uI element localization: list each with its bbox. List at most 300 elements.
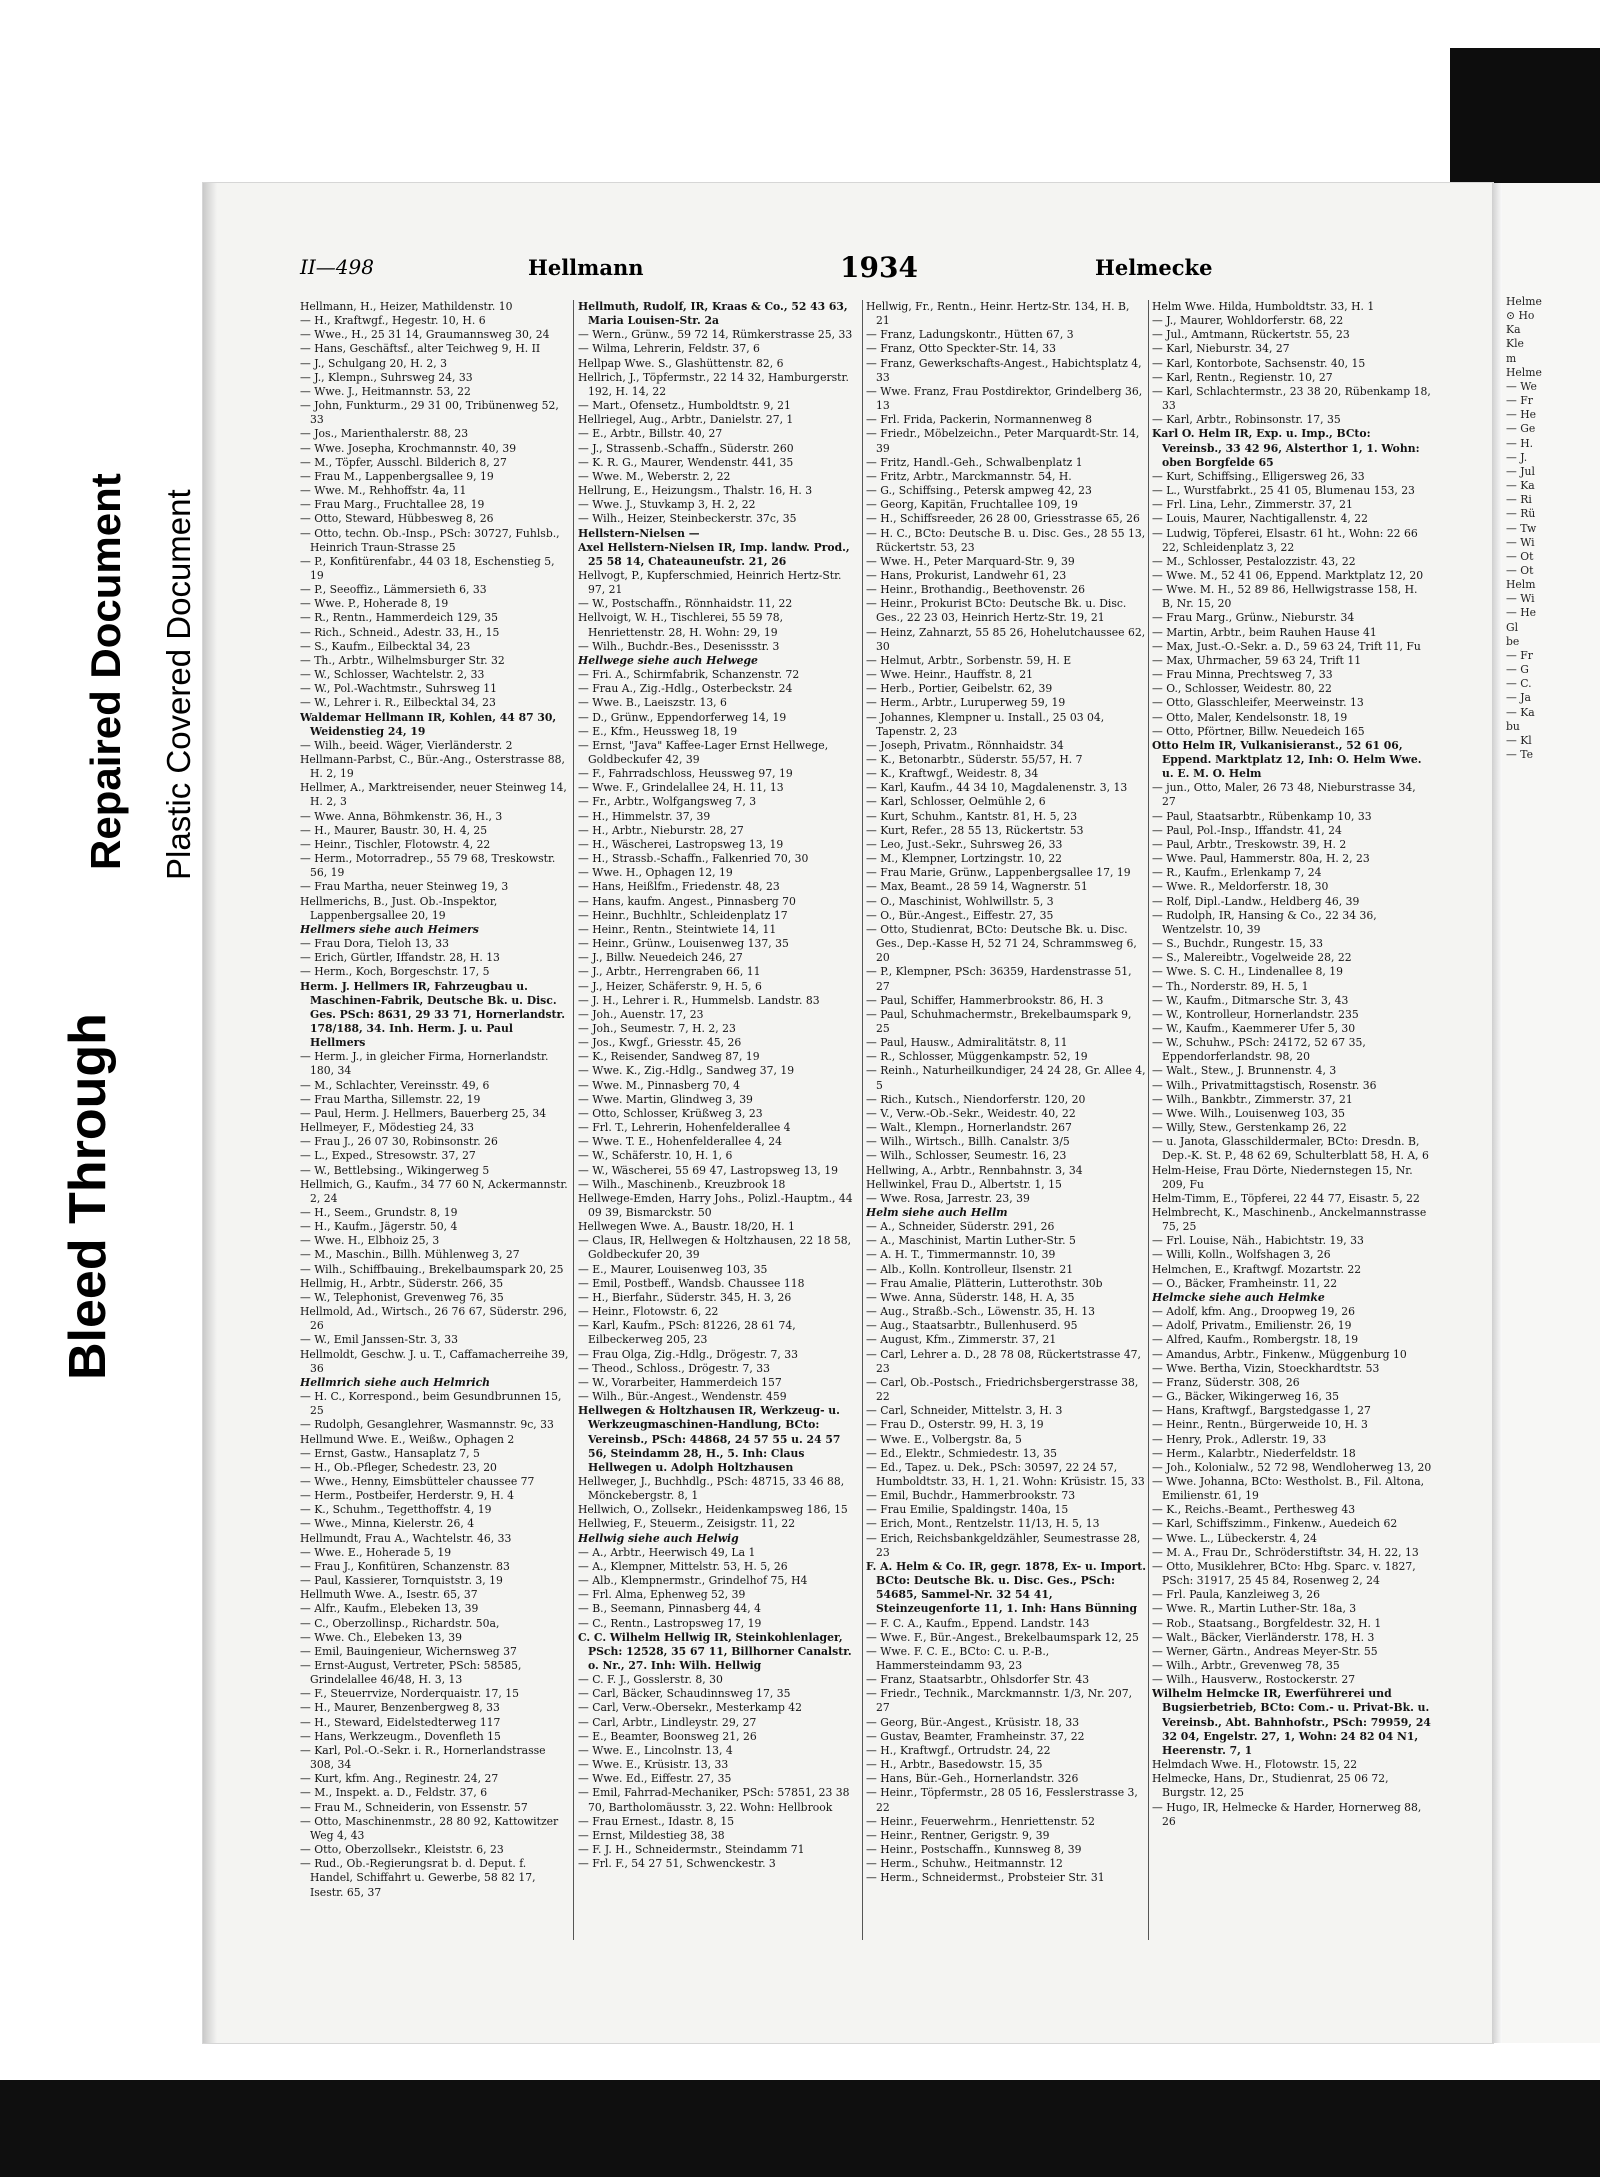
directory-entry: — O., Schlosser, Weidestr. 80, 22	[1152, 682, 1332, 696]
directory-entry: — Wwe. M., Weberstr. 2, 22	[578, 469, 731, 483]
directory-entry: — Wwe. Franz, Frau Postdirektor, Grindelberg 36, 13	[866, 384, 1143, 413]
directory-entry: — Alfred, Kaufm., Rombergstr. 18, 19	[1152, 1333, 1359, 1347]
directory-entry: — Frl. Paula, Kanzleiweg 3, 26	[1152, 1588, 1321, 1602]
directory-entry: Hellmundt, Frau A., Wachtelstr. 46, 33	[300, 1531, 512, 1545]
directory-entry: Hellwieg, F., Steuerm., Zeisigstr. 11, 22	[578, 1517, 796, 1531]
adjacent-page-fragment: ⊙ Ho	[1506, 309, 1535, 323]
directory-entry: — Heinr., Postschaffn., Kunnsweg 8, 39	[866, 1843, 1082, 1857]
directory-entry: — Emil, Buchdr., Hammerbrookstr. 73	[866, 1489, 1076, 1503]
directory-entry: — K., Kraftwgf., Weidestr. 8, 34	[866, 767, 1039, 781]
directory-entry: — Karl, Kaufm., 44 34 10, Magdalenenstr. 3, 13	[866, 781, 1128, 795]
directory-entry: — Frau J., 26 07 30, Robinsonstr. 26	[300, 1135, 498, 1149]
directory-entry: — Reinh., Naturheilkundiger, 24 24 28, Gr. Allee 4, 5	[866, 1064, 1146, 1092]
directory-entry: — Wwe. E., Krüsistr. 13, 33	[578, 1758, 729, 1772]
directory-entry: — Franz, Otto Speckter-Str. 14, 33	[866, 342, 1057, 356]
directory-entry: — Heinr., Rentn., Steintwiete 14, 11	[578, 922, 777, 936]
directory-entry: — C., Oberzollinsp., Richardstr. 50a,	[300, 1616, 500, 1630]
directory-entry: — W., Kaufm., Kaemmerer Ufer 5, 30	[1152, 1021, 1356, 1035]
directory-entry: — O., Bäcker, Framheinstr. 11, 22	[1152, 1276, 1338, 1290]
directory-entry: — Frl. Louise, Näh., Habichtstr. 19, 33	[1152, 1234, 1364, 1248]
directory-entry: — Georg, Bür.-Angest., Krüsistr. 18, 33	[866, 1715, 1080, 1729]
directory-entry: — W., Wäscherei, 55 69 47, Lastropsweg 13, 19	[578, 1163, 838, 1177]
directory-entry: — Wwe. M., Rehhoffstr. 4a, 11	[300, 484, 467, 498]
directory-entry: — Erich, Reichsbankgeldzähler, Seumestrasse 28, 23	[866, 1531, 1141, 1559]
directory-entry: — Walt., Bäcker, Vierländerstr. 178, H. 3	[1152, 1630, 1375, 1644]
directory-entry: — O., Bür.-Angest., Eiffestr. 27, 35	[866, 908, 1054, 922]
adjacent-page-fragment: — Ka	[1506, 479, 1535, 493]
directory-entry: Helmbrecht, K., Maschinenb., Anckelmannstrasse 75, 25	[1152, 1206, 1427, 1234]
directory-entry: — Hans, Bür.-Geh., Hornerlandstr. 326	[866, 1772, 1079, 1786]
directory-entry: — Wilh., Heizer, Steinbeckerstr. 37c, 35	[578, 512, 797, 526]
directory-entry: — Wilh., Hausverw., Rostockerstr. 27	[1152, 1673, 1356, 1687]
directory-entry: — G., Bäcker, Wikingerweg 16, 35	[1152, 1390, 1340, 1404]
directory-entry: — Carl, Verw.-Obersekr., Mesterkamp 42	[578, 1701, 803, 1715]
directory-entry: — A., Maschinist, Martin Luther-Str. 5	[866, 1234, 1076, 1248]
directory-entry: — H., Ob.-Pfleger, Schedestr. 23, 20	[300, 1460, 497, 1474]
page-edge-shadow	[203, 183, 217, 2043]
directory-entry: Hellmann, H., Heizer, Mathildenstr. 10	[300, 300, 513, 313]
directory-entry: Hellrich, J., Töpfermstr., 22 14 32, Hamburgerstr. 192, H. 14, 22	[578, 370, 849, 398]
directory-entry: — Heinr., Töpfermstr., 28 05 16, Fesslerstrasse 3, 22	[866, 1786, 1138, 1814]
scan-margin-top	[0, 0, 1600, 48]
directory-entry: — Herm., Schuhw., Heitmannstr. 12	[866, 1857, 1063, 1871]
directory-entry: — Frl. T., Lehrerin, Hohenfelderallee 4	[578, 1121, 791, 1135]
directory-entry: — J., Billw. Neuedeich 246, 27	[578, 951, 743, 965]
directory-entry: — K., Reisender, Sandweg 87, 19	[578, 1050, 760, 1064]
directory-entry: — Wwe. M. H., 52 89 86, Hellwigstrasse 158, H. B, Nr. 15, 20	[1152, 583, 1418, 611]
directory-entry: — Werner, Gärtn., Andreas Meyer-Str. 55	[1152, 1644, 1378, 1658]
directory-entry: Hellwege-Emden, Harry Johs., Polizl.-Hauptm., 44 09 39, Bismarckstr. 50	[578, 1191, 853, 1219]
directory-entry: — J., Heizer, Schäferstr. 9, H. 5, 6	[578, 979, 762, 993]
directory-entry: — Karl, Kontorbote, Sachsenstr. 40, 15	[1152, 356, 1366, 370]
directory-entry: — Franz, Süderstr. 308, 26	[1152, 1375, 1300, 1389]
directory-entry: — A. H. T., Timmermannstr. 10, 39	[866, 1248, 1056, 1262]
directory-entry: — M., Schlachter, Vereinsstr. 49, 6	[300, 1078, 490, 1092]
directory-entry: — Wilh., Arbtr., Grevenweg 78, 35	[1152, 1659, 1340, 1672]
directory-entry: — W., Kontrolleur, Hornerlandstr. 235	[1152, 1007, 1359, 1021]
directory-entry: — Hans, Kraftwgf., Bargstedgasse 1, 27	[1152, 1404, 1371, 1418]
directory-entry: — Hugo, IR, Helmecke & Harder, Hornerweg 88, 26	[1152, 1800, 1422, 1828]
directory-entry: — Wwe. M., 52 41 06, Eppend. Marktplatz 12, 20	[1152, 568, 1424, 582]
column-rule	[573, 300, 574, 1940]
directory-entry: Hellwege siehe auch Helwege	[578, 653, 758, 667]
directory-entry: — E., Arbtr., Billstr. 40, 27	[578, 427, 723, 441]
directory-entry: — Joh., Auenstr. 17, 23	[578, 1007, 704, 1021]
directory-entry: — J., Schulgang 20, H. 2, 3	[300, 356, 447, 370]
directory-entry: — Herm., Postbeifer, Herderstr. 9, H. 4	[300, 1489, 514, 1503]
adjacent-page-fragment: — We	[1506, 379, 1537, 393]
directory-entry: — Fritz, Handl.-Geh., Schwalbenplatz 1	[866, 455, 1083, 469]
directory-entry: — Ed., Elektr., Schmiedestr. 13, 35	[866, 1446, 1058, 1460]
directory-entry: — Wwe. H., Peter Marquard-Str. 9, 39	[866, 554, 1075, 568]
directory-entry: — Paul, Schiffer, Hammerbrookstr. 86, H. 3	[866, 993, 1104, 1007]
directory-entry: Helmcke siehe auch Helmke	[1152, 1290, 1325, 1304]
directory-entry: — John, Funkturm., 29 31 00, Tribünenweg 52, 33	[300, 399, 559, 427]
directory-entry: — V., Verw.-Ob.-Sekr., Weidestr. 40, 22	[866, 1106, 1076, 1120]
directory-entry: Herm. J. Hellmers IR, Fahrzeugbau u. Maschinen-Fabrik, Deutsche Bk. u. Disc. Ges. PSch: 8631, 29 33 71, Hornerlandstr. 178/188, 34. Inh. Herm. J. u. Paul Hellmers	[300, 979, 565, 1050]
adjacent-page-fragment: Helme	[1506, 365, 1542, 379]
directory-entry: Hellwig, Fr., Rentn., Heinr. Hertz-Str. 134, H. B, 21	[866, 300, 1130, 328]
directory-entry: — Wilh., Wirtsch., Billh. Canalstr. 3/5	[866, 1135, 1070, 1149]
directory-entry: — W., Emil Janssen-Str. 3, 33	[300, 1333, 459, 1347]
directory-entry: — J., Strassenb.-Schaffn., Süderstr. 260	[578, 441, 794, 455]
directory-entry: — Wwe. R., Meldorferstr. 18, 30	[1152, 880, 1329, 894]
directory-entry: C. C. Wilhelm Hellwig IR, Steinkohlenlager, PSch: 12528, 35 67 11, Billhorner Canalstr. o. Nr., 27. Inh: Wilh. Hellwig	[578, 1630, 852, 1672]
directory-entry: — Wwe. Ch., Elebeken 13, 39	[300, 1630, 463, 1644]
directory-entry: — Wilh., Bür.-Angest., Wendenstr. 459	[578, 1390, 787, 1404]
directory-entry: — Hans, Prokurist, Landwehr 61, 23	[866, 568, 1067, 582]
directory-entry: — L., Wurstfabrkt., 25 41 05, Blumenau 153, 23	[1152, 484, 1415, 498]
directory-entry: — C. F. J., Gosslerstr. 8, 30	[578, 1673, 723, 1687]
directory-entry: — Rud., Ob.-Regierungsrat b. d. Deput. f. Handel, Schiffahrt u. Gewerbe, 58 82 17, Isestr. 65, 37	[300, 1857, 536, 1899]
directory-entry: — H., Kraftwgf., Ortrudstr. 24, 22	[866, 1743, 1051, 1757]
directory-entry: Helmchen, E., Kraftwgf. Mozartstr. 22	[1152, 1262, 1362, 1276]
directory-entry: — Erich, Mont., Rentzelstr. 11/13, H. 5, 13	[866, 1517, 1100, 1531]
directory-entry: — u. Janota, Glasschildermaler, BCto: Dresdn. B, Dep.-K. St. P., 48 62 69, Schulterblatt 58, H. A, 6	[1152, 1135, 1429, 1163]
directory-entry: — Wwe., H., 25 31 14, Graumannsweg 30, 24	[300, 328, 550, 342]
directory-entry: — Wilma, Lehrerin, Feldstr. 37, 6	[578, 342, 760, 356]
directory-entry: — Otto, Maschinenmstr., 28 80 92, Kattowitzer Weg 4, 43	[300, 1814, 559, 1842]
directory-entry: — Joseph, Privatm., Rönnhaidstr. 34	[866, 738, 1064, 752]
directory-entry: — Helmut, Arbtr., Sorbenstr. 59, H. E	[866, 653, 1072, 667]
directory-entry: Waldemar Hellmann IR, Kohlen, 44 87 30, Weidenstieg 24, 19	[300, 710, 557, 738]
directory-entry: — F. C. A., Kaufm., Eppend. Landstr. 143	[866, 1616, 1090, 1630]
adjacent-page-fragment: Helm	[1506, 578, 1536, 592]
directory-entry: — Walt., Klempn., Hornerlandstr. 267	[866, 1121, 1072, 1135]
directory-entry: — P., Klempner, PSch: 36359, Hardenstrasse 51, 27	[866, 965, 1132, 993]
directory-entry: — Willy, Stew., Gerstenkamp 26, 22	[1152, 1121, 1347, 1135]
directory-entry: — Carl, Bäcker, Schaudinnsweg 17, 35	[578, 1687, 791, 1701]
directory-entry: — Wwe. P., Hoherade 8, 19	[300, 597, 449, 611]
directory-entry: Hellwich, O., Zollsekr., Heidenkampsweg 186, 15	[578, 1503, 848, 1517]
directory-entry: — Wwe. R., Martin Luther-Str. 18a, 3	[1152, 1602, 1357, 1616]
adjacent-page-fragment: — Kl	[1506, 733, 1532, 747]
directory-entry: — L., Exped., Stresowstr. 37, 27	[300, 1149, 476, 1163]
directory-entry: Helm Wwe. Hilda, Humboldtstr. 33, H. 1	[1152, 300, 1375, 313]
directory-entry: — Heinr., Tischler, Flotowstr. 4, 22	[300, 837, 491, 851]
directory-entry: Wilhelm Helmcke IR, Ewerführerei und Bugsierbetrieb, BCto: Com.- u. Privat-Bk. u. Vereinsb., Abt. Bahnhofstr., PSch: 79959, 24 32 04, Engelstr. 27, 1, Wohn: 24 82 04 N1, Heerenstr. 7, 1	[1152, 1687, 1431, 1757]
directory-entry: — Heinr., Grünw., Louisenweg 137, 35	[578, 937, 789, 951]
adjacent-page-fragment: — Fr	[1506, 648, 1533, 662]
directory-entry: — Frau Martha, neuer Steinweg 19, 3	[300, 880, 509, 894]
directory-entry: — W., Vorarbeiter, Hammerdeich 157	[578, 1375, 782, 1389]
directory-entry: — Paul, Kassierer, Tornquiststr. 3, 19	[300, 1574, 503, 1588]
directory-entry: — H., Kraftwgf., Hegestr. 10, H. 6	[300, 314, 486, 328]
directory-entry: — Wwe. F. C. E., BCto: C. u. P.-B., Hammersteindamm 93, 23	[866, 1644, 1050, 1672]
directory-entry: Helm-Timm, E., Töpferei, 22 44 77, Eisastr. 5, 22	[1152, 1191, 1420, 1205]
directory-entry: — Wwe. Johanna, BCto: Westholst. B., Fil. Altona, Emilienstr. 61, 19	[1152, 1474, 1425, 1503]
directory-entry: Hellmer, A., Marktreisender, neuer Steinweg 14, H. 2, 3	[300, 781, 567, 809]
directory-entry: — Leo, Just.-Sekr., Suhrsweg 26, 33	[866, 837, 1063, 851]
directory-entry: — Fr., Arbtr., Wolfgangsweg 7, 3	[578, 795, 757, 809]
directory-entry: Hellwegen Wwe. A., Baustr. 18/20, H. 1	[578, 1220, 795, 1234]
book-gutter	[1492, 183, 1502, 2043]
directory-entry: Otto Helm IR, Vulkanisieranst., 52 61 06, Eppend. Marktplatz 12, Inh: O. Helm Wwe. u. E. M. O. Helm	[1152, 738, 1422, 781]
directory-entry: — S., Buchdr., Rungestr. 15, 33	[1152, 937, 1324, 951]
directory-entry: — Walt., Stew., J. Brunnenstr. 4, 3	[1152, 1064, 1337, 1078]
directory-entry: — Frl. F., 54 27 51, Schwenckestr. 3	[578, 1857, 776, 1871]
directory-entry: — A., Arbtr., Heerwisch 49, La 1	[578, 1545, 756, 1559]
directory-entry: Hellmich, G., Kaufm., 34 77 60 N, Ackermannstr. 2, 24	[300, 1177, 568, 1205]
header-year: 1934	[840, 251, 918, 284]
directory-entry: — Frl. Lina, Lehr., Zimmerstr. 37, 21	[1152, 498, 1353, 512]
adjacent-page-fragment: — Ri	[1506, 493, 1532, 507]
adjacent-page-fragment: — Wi	[1506, 535, 1535, 549]
directory-entry: — Otto, Steward, Hübbesweg 8, 26	[300, 512, 494, 526]
directory-entry: — Karl, Arbtr., Robinsonstr. 17, 35	[1152, 413, 1341, 427]
directory-entry: Hellmig, H., Arbtr., Süderstr. 266, 35	[300, 1276, 504, 1290]
adjacent-page-fragment: — Te	[1506, 748, 1533, 761]
directory-entry: — Heinr., Buchhltr., Schleidenplatz 17	[578, 908, 788, 922]
directory-entry: — Alb., Klempnermstr., Grindelhof 75, H4	[578, 1574, 808, 1588]
directory-entry: — Otto, Schlosser, Krüßweg 3, 23	[578, 1106, 763, 1120]
directory-entry: — Wwe. Bertha, Vizin, Stoeckhardtstr. 53	[1152, 1361, 1380, 1375]
directory-entry: — Fritz, Arbtr., Marckmannstr. 54, H.	[866, 469, 1072, 483]
directory-entry: — Wwe. Josepha, Krochmannstr. 40, 39	[300, 441, 517, 455]
directory-entry: — Hans, kaufm. Angest., Pinnasberg 70	[578, 894, 796, 908]
scan-dark-bottom	[0, 2080, 1600, 2177]
directory-entry: — Wilh., Maschinenb., Kreuzbrook 18	[578, 1177, 786, 1191]
directory-entry: Hellwing, A., Arbtr., Rennbahnstr. 3, 34	[866, 1163, 1083, 1177]
directory-entry: — Max, Uhrmacher, 59 63 24, Trift 11	[1152, 653, 1362, 667]
directory-entry: — Frau Emilie, Spaldingstr. 140a, 15	[866, 1503, 1069, 1517]
directory-entry: — Heinr., Rentn., Bürgerweide 10, H. 3	[1152, 1418, 1368, 1432]
directory-entry: — Jos., Kwgf., Griesstr. 45, 26	[578, 1036, 742, 1050]
directory-entry: — Rich., Kutsch., Niendorferstr. 120, 20	[866, 1092, 1086, 1106]
directory-entry: — Kurt, Schuhm., Kantstr. 81, H. 5, 23	[866, 809, 1078, 823]
directory-entry: — Wwe. H., Elbhoiz 25, 3	[300, 1234, 440, 1248]
directory-entry: — Wwe. J., Stuvkamp 3, H. 2, 22	[578, 498, 756, 512]
directory-entry: — jun., Otto, Maler, 26 73 48, Nieburstrasse 34, 27	[1152, 781, 1416, 809]
directory-entry: — Otto, Oberzollsekr., Kleiststr. 6, 23	[300, 1843, 504, 1857]
directory-entry: — K. R. G., Maurer, Wendenstr. 441, 35	[578, 455, 794, 469]
directory-entry: Hellweger, J., Buchhdlg., PSch: 48715, 33 46 88, Mönckebergstr. 8, 1	[578, 1474, 845, 1503]
directory-entry: — Jul., Amtmann, Rückertstr. 55, 23	[1152, 328, 1350, 342]
directory-entry: — H., Schiffsreeder, 26 28 00, Griesstrasse 65, 26	[866, 512, 1140, 526]
adjacent-page-fragment: — G	[1506, 663, 1529, 677]
adjacent-page-fragment: m	[1506, 351, 1517, 365]
directory-entry: — Wwe. E., Lincolnstr. 13, 4	[578, 1743, 733, 1757]
directory-entry: — Wwe. E., Hoherade 5, 19	[300, 1545, 452, 1559]
directory-entry: — Theod., Schloss., Drögestr. 7, 33	[578, 1361, 771, 1375]
directory-entry: — Henry, Prok., Adlerstr. 19, 33	[1152, 1432, 1327, 1446]
adjacent-page-fragment: — Ka	[1506, 705, 1535, 719]
directory-entry: Hellriegel, Aug., Arbtr., Danielstr. 27, 1	[578, 413, 794, 427]
directory-entry: — Friedr., Technik., Marckmannstr. 1/3, Nr. 207, 27	[866, 1687, 1133, 1715]
adjacent-page-fragment: — Ja	[1506, 691, 1531, 705]
directory-entry: — Wwe. F., Grindelallee 24, H. 11, 13	[578, 781, 784, 795]
directory-entry: — Frau M., Schneiderin, von Essenstr. 57	[300, 1800, 528, 1814]
directory-entry: — Joh., Seumestr. 7, H. 2, 23	[578, 1021, 736, 1035]
directory-entry: — Franz, Gewerkschafts-Angest., Habichtsplatz 4, 33	[866, 356, 1142, 384]
directory-entry: Hellmuth Wwe. A., Isestr. 65, 37	[300, 1588, 478, 1602]
directory-entry: — Rich., Schneid., Adestr. 33, H., 15	[300, 625, 500, 639]
directory-entry: — Wwe. Anna, Böhmkenstr. 36, H., 3	[300, 809, 503, 823]
directory-entry: Hellstern-Nielsen —	[578, 526, 700, 540]
directory-entry: — H. C., BCto: Deutsche B. u. Disc. Ges., 28 55 13, Rückertstr. 53, 23	[866, 526, 1146, 554]
directory-entry: — Th., Arbtr., Wilhelmsburger Str. 32	[300, 653, 505, 667]
directory-entry: — W., Kaufm., Ditmarsche Str. 3, 43	[1152, 993, 1349, 1007]
directory-entry: — Ed., Tapez. u. Dek., PSch: 30597, 22 24 57, Humboldtstr. 33, H. 1, 21. Wohn: Krüsistr. 15, 33	[866, 1460, 1145, 1488]
directory-entry: — Willi, Kolln., Wolfshagen 3, 26	[1152, 1248, 1331, 1262]
directory-entry: — R., Schlosser, Müggenkampstr. 52, 19	[866, 1050, 1088, 1064]
directory-entry: — W., Schlosser, Wachtelstr. 2, 33	[300, 668, 485, 682]
directory-entry: — Heinr., Feuerwehrm., Henriettenstr. 52	[866, 1814, 1096, 1828]
adjacent-page-fragment: — C.	[1506, 677, 1532, 691]
directory-entry: — H., Arbtr., Nieburstr. 28, 27	[578, 823, 744, 837]
directory-entry: — Herm., Kalarbtr., Niederfeldstr. 18	[1152, 1446, 1356, 1460]
directory-entry: — Wilh., Schlosser, Seumestr. 16, 23	[866, 1149, 1067, 1163]
directory-entry: — Aug., Straßb.-Sch., Löwenstr. 35, H. 13	[866, 1305, 1096, 1319]
directory-entry: — Ernst, Gastw., Hansaplatz 7, 5	[300, 1446, 480, 1460]
directory-entry: Hellmold, Ad., Wirtsch., 26 76 67, Süderstr. 296, 26	[300, 1305, 567, 1333]
directory-entry: — Joh., Kolonialw., 52 72 98, Wendloherweg 13, 20	[1152, 1460, 1432, 1474]
directory-entry: — Paul, Pol.-Insp., Iffandstr. 41, 24	[1152, 823, 1342, 837]
directory-entry: — Franz, Ladungskontr., Hütten 67, 3	[866, 328, 1074, 342]
directory-entry: — Frau Martha, Sillemstr. 22, 19	[300, 1092, 481, 1106]
directory-entry: — Rudolph, Gesanglehrer, Wasmannstr. 9c, 33	[300, 1418, 554, 1432]
directory-entry: — Paul, Hausw., Admiralitätstr. 8, 11	[866, 1036, 1068, 1050]
directory-entry: — Kurt, kfm. Ang., Reginestr. 24, 27	[300, 1772, 499, 1786]
directory-entry: — Heinz, Zahnarzt, 55 85 26, Hohelutchaussee 62, 30	[866, 625, 1146, 653]
directory-entry: — R., Rentn., Hammerdeich 129, 35	[300, 611, 498, 625]
directory-entry: — Karl, Schlachtermstr., 23 38 20, Rübenkamp 18, 33	[1152, 384, 1431, 413]
directory-entry: — Karl, Kaufm., PSch: 81226, 28 61 74, Eilbeckerweg 205, 23	[578, 1319, 796, 1347]
directory-entry: — Herb., Portier, Geibelstr. 62, 39	[866, 682, 1053, 696]
directory-entry: Helmecke, Hans, Dr., Studienrat, 25 06 72, Burgstr. 12, 25	[1152, 1772, 1389, 1800]
directory-entry: — Karl, Nieburstr. 34, 27	[1152, 342, 1290, 356]
label-plastic-covered-document: Plastic Covered Document	[160, 489, 197, 880]
directory-entry: — Amandus, Arbtr., Finkenw., Müggenburg 10	[1152, 1347, 1407, 1361]
directory-entry: — Otto, techn. Ob.-Insp., PSch: 30727, Fuhlsb., Heinrich Traun-Strasse 25	[300, 526, 560, 554]
directory-entry: Hellwinkel, Frau D., Albertstr. 1, 15	[866, 1177, 1062, 1191]
directory-entry: — Paul, Herm. J. Hellmers, Bauerberg 25, 34	[300, 1106, 547, 1120]
directory-entry: — Karl, Schiffszimm., Finkenw., Auedeich 62	[1152, 1517, 1398, 1531]
directory-entry: — August, Kfm., Zimmerstr. 37, 21	[866, 1333, 1057, 1347]
directory-entry: — Frl. Alma, Ephenweg 52, 39	[578, 1588, 746, 1602]
directory-entry: — Mart., Ofensetz., Humboldtstr. 9, 21	[578, 399, 791, 413]
directory-entry: — Wern., Grünw., 59 72 14, Rümkerstrasse 25, 33	[578, 328, 853, 342]
adjacent-page-text	[1506, 295, 1596, 762]
directory-entry: Hellmrich siehe auch Helmrich	[300, 1375, 491, 1389]
directory-entry: Hellvogt, P., Kupferschmied, Heinrich Hertz-Str. 97, 21	[578, 568, 842, 597]
directory-entry: — Wwe. Rosa, Jarrestr. 23, 39	[866, 1191, 1030, 1205]
directory-entry: — F., Steuerrvize, Norderquaistr. 17, 15	[300, 1687, 520, 1701]
directory-entry: — W., Telephonist, Grevenweg 76, 35	[300, 1290, 504, 1304]
directory-entry: Hellmuth, Rudolf, IR, Kraas & Co., 52 43 63, Maria Louisen-Str. 2a	[578, 300, 848, 328]
directory-entry: — Wwe. E., Volbergstr. 8a, 5	[866, 1432, 1022, 1446]
directory-entry: — Max, Just.-O.-Sekr. a. D., 59 63 24, Trift 11, Fu	[1152, 639, 1421, 653]
directory-entry: — Emil, Fahrrad-Mechaniker, PSch: 57851, 23 38 70, Bartholomäusstr. 3, 22. Wohn: Hellbrook	[578, 1786, 850, 1814]
directory-entry: — Heinr., Rentner, Gerigstr. 9, 39	[866, 1828, 1050, 1842]
directory-entry: — Franz, Staatsarbtr., Ohlsdorfer Str. 43	[866, 1673, 1090, 1687]
adjacent-page-fragment: — Ot	[1506, 549, 1534, 563]
directory-entry: — Wwe. S. C. H., Lindenallee 8, 19	[1152, 965, 1344, 979]
directory-entry: — Frau Minna, Prechtsweg 7, 33	[1152, 668, 1333, 682]
directory-entry: — P., Seeoffiz., Lämmersieth 6, 33	[300, 583, 487, 597]
directory-entry: — H., Arbtr., Basedowstr. 15, 35	[866, 1758, 1043, 1772]
directory-entry: Hellmers siehe auch Heimers	[300, 922, 479, 936]
directory-entry: — H., Himmelstr. 37, 39	[578, 809, 711, 823]
directory-entry: — Kurt, Refer., 28 55 13, Rückertstr. 53	[866, 823, 1084, 837]
directory-entry: — K., Betonarbtr., Süderstr. 55/57, H. 7	[866, 753, 1083, 766]
adjacent-page-fragment: — Rü	[1506, 507, 1536, 521]
column-2	[578, 300, 858, 1940]
adjacent-page-fragment: bu	[1506, 719, 1520, 733]
directory-entry: — Georg, Kapitän, Fruchtallee 109, 19	[866, 498, 1078, 512]
adjacent-page-fragment: — Fr	[1506, 394, 1533, 408]
directory-entry: — Emil, Bauingenieur, Wichernsweg 37	[300, 1644, 517, 1658]
directory-entry: — C., Rentn., Lastropsweg 17, 19	[578, 1616, 762, 1630]
directory-entry: — W., Bettlebsing., Wikingerweg 5	[300, 1163, 490, 1177]
directory-entry: — Paul, Arbtr., Treskowstr. 39, H. 2	[1152, 837, 1347, 851]
directory-entry: — Frau Amalie, Plätterin, Lutterothstr. 30b	[866, 1276, 1103, 1290]
header-right-keyword: Helmecke	[1095, 255, 1213, 280]
directory-entry: — Erich, Gürtler, Iffandstr. 28, H. 13	[300, 951, 500, 965]
adjacent-page-fragment: — He	[1506, 606, 1537, 620]
directory-entry: — Alfr., Kaufm., Elebeken 13, 39	[300, 1602, 479, 1616]
directory-entry: — Herm., Koch, Borgeschstr. 17, 5	[300, 965, 490, 979]
directory-entry: — Otto, Maler, Kendelsonstr. 18, 19	[1152, 710, 1348, 724]
directory-entry: Hellmerichs, B., Just. Ob.-Inspektor, Lappenbergsallee 20, 19	[300, 894, 498, 922]
directory-entry: — W., Schäferstr. 10, H. 1, 6	[578, 1149, 733, 1163]
directory-entry: — Frau Marg., Fruchtallee 28, 19	[300, 498, 485, 512]
directory-entry: — Wilh., Privatmittagstisch, Rosenstr. 36	[1152, 1078, 1377, 1092]
directory-entry: — Wwe. Anna, Süderstr. 148, H. A, 35	[866, 1290, 1075, 1304]
directory-entry: — Frau A., Zig.-Hdlg., Osterbeckstr. 24	[578, 682, 793, 696]
directory-entry: — Karl, Rentn., Regienstr. 10, 27	[1152, 370, 1333, 384]
directory-entry: — Heinr., Flotowstr. 6, 22	[578, 1305, 719, 1319]
directory-entry: — Frau Olga, Zig.-Hdlg., Drögestr. 7, 33	[578, 1347, 798, 1361]
directory-entry: Hellwig siehe auch Helwig	[578, 1531, 739, 1545]
directory-entry: — Wwe. L., Lübeckerstr. 4, 24	[1152, 1531, 1318, 1545]
directory-entry: — Wilh., beeid. Wäger, Vierländerstr. 2	[300, 738, 513, 752]
directory-entry: — K., Reichs.-Beamt., Perthesweg 43	[1152, 1503, 1356, 1517]
directory-entry: — Wilh., Buchdr.-Bes., Desenissstr. 3	[578, 639, 780, 653]
directory-entry: — Otto, Pförtner, Billw. Neuedeich 165	[1152, 724, 1365, 738]
directory-entry: — H., Steward, Eidelstedterweg 117	[300, 1715, 501, 1729]
directory-entry: — Claus, IR, Hellwegen & Holtzhausen, 22 18 58, Goldbeckufer 20, 39	[578, 1234, 852, 1262]
directory-entry: — Wwe. Heinr., Hauffstr. 8, 21	[866, 668, 1033, 682]
directory-entry: — Wwe. Paul, Hammerstr. 80a, H. 2, 23	[1152, 852, 1370, 866]
directory-entry: — O., Maschinist, Wohlwillstr. 5, 3	[866, 894, 1054, 908]
directory-entry: — H. C., Korrespond., beim Gesundbrunnen 15, 25	[300, 1390, 562, 1418]
directory-entry: Hellmund Wwe. E., Weißw., Ophagen 2	[300, 1432, 515, 1446]
directory-entry: — Wwe. J., Heitmannstr. 53, 22	[300, 384, 471, 398]
directory-entry: — Ernst-August, Vertreter, PSch: 58585, Grindelallee 46/48, H. 3, 13	[300, 1659, 522, 1687]
directory-entry: — M., Maschin., Billh. Mühlenweg 3, 27	[300, 1248, 520, 1262]
label-bleed-through: Bleed Through	[59, 1013, 117, 1380]
directory-entry: — Carl, Arbtr., Lindleystr. 29, 27	[578, 1715, 757, 1729]
directory-entry: — Carl, Ob.-Postsch., Friedrichsbergerstrasse 38, 22	[866, 1375, 1139, 1404]
directory-entry: — Frl. Frida, Packerin, Normannenweg 8	[866, 413, 1093, 427]
column-rule	[862, 300, 863, 1940]
adjacent-page-fragment: Helme	[1506, 295, 1542, 308]
column-rule	[1148, 300, 1149, 1940]
directory-entry: — Frau Marie, Grünw., Lappenbergsallee 17, 19	[866, 866, 1131, 880]
directory-entry: Hellwegen & Holtzhausen IR, Werkzeug- u. Werkzeugmaschinen-Handlung, BCto: Vereinsb., PSch: 44868, 24 57 55 u. 24 57 56, Steindamm 28, H., 5. Inh: Claus Hellwegen u. Adolph Holtzhausen	[578, 1404, 841, 1474]
directory-entry: — B., Seemann, Pinnasberg 44, 4	[578, 1602, 761, 1616]
adjacent-page-fragment: — Jul	[1506, 464, 1535, 478]
directory-entry: — Karl, Pol.-O.-Sekr. i. R., Hornerlandstrasse 308, 34	[300, 1743, 546, 1772]
directory-entry: — H., Seem., Grundstr. 8, 19	[300, 1206, 458, 1219]
directory-entry: — R., Kaufm., Erlenkamp 7, 24	[1152, 866, 1322, 880]
directory-entry: Hellmoldt, Geschw. J. u. T., Caffamacherreihe 39, 36	[300, 1347, 569, 1375]
directory-entry: — H., Maurer, Benzenbergweg 8, 33	[300, 1701, 500, 1715]
directory-entry: — H., Wäscherei, Lastropsweg 13, 19	[578, 837, 784, 851]
directory-entry: — H., Kaufm., Jägerstr. 50, 4	[300, 1220, 458, 1234]
directory-entry: — Frau D., Osterstr. 99, H. 3, 19	[866, 1418, 1044, 1432]
